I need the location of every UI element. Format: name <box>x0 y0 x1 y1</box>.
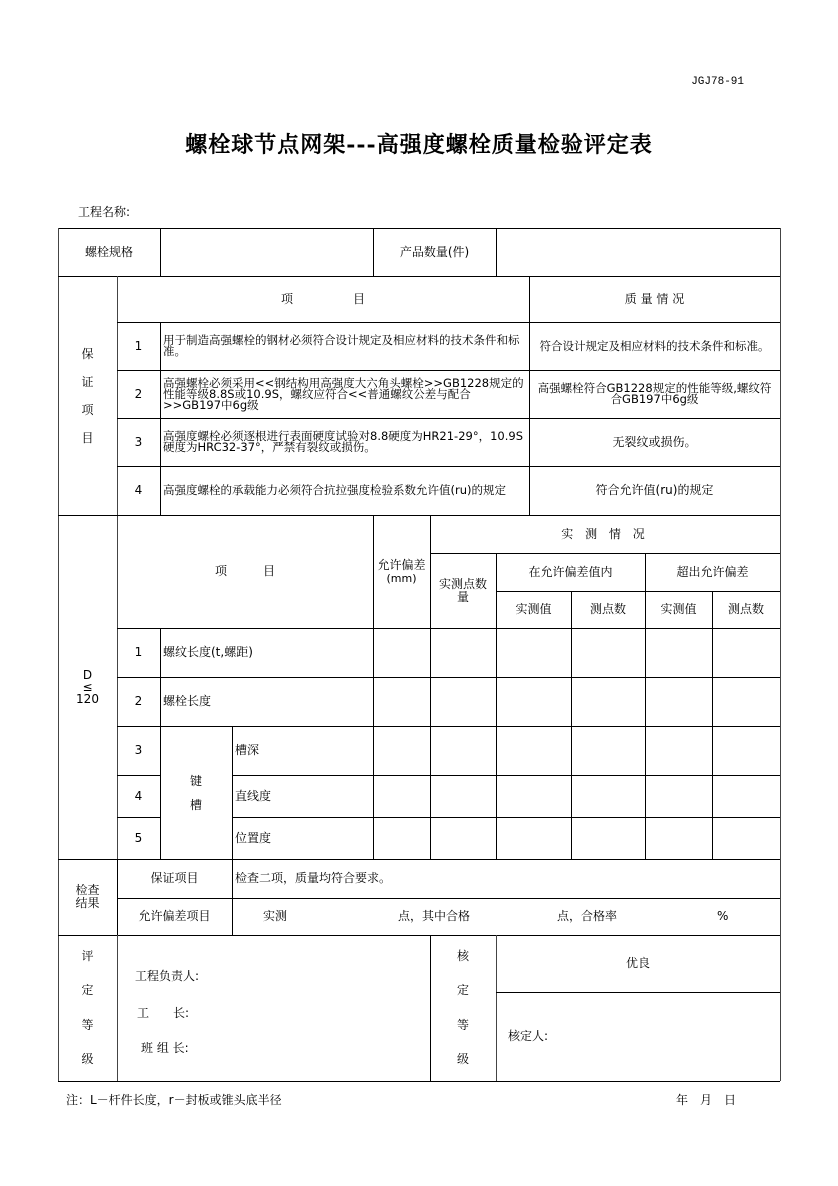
keyway-label <box>160 726 232 859</box>
tolerance-item-text: 直线度 <box>235 788 272 803</box>
verification-label-char: 定 <box>456 983 469 998</box>
page-title: 螺栓球节点网架---高强度螺栓质量检验评定表 <box>185 132 653 158</box>
bolt-spec-value[interactable] <box>160 228 373 276</box>
guarantee-quality-text: 符合设计规定及相应材料的技术条件和标准。 <box>539 338 770 353</box>
allowed-deviation-unit: (mm) <box>386 571 417 585</box>
bolt-spec-label: 螺栓规格 <box>84 244 133 259</box>
row-number: 3 <box>134 743 143 757</box>
result-measured-label: 实测 <box>263 909 288 923</box>
allowed-deviation-label: 允许偏差 <box>377 557 426 572</box>
row-number: 1 <box>134 338 143 353</box>
guarantee-item-text: 用于制造高强螺栓的钢材必须符合设计规定及相应材料的技术条件和标准。 <box>163 333 520 358</box>
evaluation-grade-label <box>58 935 117 1081</box>
guarantee-label-char: 目 <box>81 430 94 445</box>
tolerance-item-text: 槽深 <box>235 743 260 757</box>
row-number: 5 <box>134 830 143 845</box>
beyond-measured-value-header: 实测值 <box>660 602 697 616</box>
verification-label-char: 核 <box>456 948 469 963</box>
result-label-line: 结果 <box>75 896 100 910</box>
keyway-label-char: 键 <box>189 773 202 788</box>
evaluation-label-char: 级 <box>81 1052 94 1067</box>
date-label: 年 月 日 <box>676 1093 737 1107</box>
guarantee-label-char: 保 <box>81 346 94 361</box>
measured-header: 实 测 情 况 <box>561 526 649 541</box>
result-rate-label: 点，合格率 <box>557 909 618 923</box>
row-number: 1 <box>134 645 143 659</box>
beyond-tolerance-header: 超出允许偏差 <box>676 564 749 579</box>
result-label-line: 检查 <box>75 883 100 897</box>
guarantee-item-text: 高强螺栓必须采用<<钢结构用高强度大六角头螺栓>>GB1228规定的性能等级8.8S或10.9S，螺纹应符合<<普通螺纹公差与配合>>GB197中6g级 <box>163 375 524 412</box>
project-name-label: 工程名称: <box>78 205 131 219</box>
guarantee-quality-text: 符合允许值(ru)的规定 <box>595 483 714 497</box>
evaluation-label-char: 等 <box>81 1017 94 1032</box>
tolerance-section-label <box>58 515 117 859</box>
result-tolerance-label: 允许偏差项目 <box>138 909 211 923</box>
within-tolerance-header: 在允许偏差值内 <box>528 564 613 579</box>
footnote: 注：L－杆件长度，r－封板或锥头底半径 <box>66 1093 282 1107</box>
keyway-label-char: 槽 <box>189 797 202 812</box>
guarantee-item-text: 高强度螺栓必须逐根进行表面硬度试验对8.8硬度为HR21-29°，10.9S硬度为HRC32-37°，严禁有裂纹或损伤。 <box>163 429 523 454</box>
tolerance-item-header: 项 目 <box>214 564 275 578</box>
verification-label-char: 级 <box>456 1052 469 1067</box>
tolerance-item-text: 螺纹长度(t,螺距) <box>163 645 253 659</box>
standard-code: JGJ78-91 <box>691 76 744 88</box>
evaluation-label-char: 评 <box>81 948 94 963</box>
guarantee-item-text: 高强度螺栓的承载能力必须符合抗拉强度检验系数允许值(ru)的规定 <box>163 483 506 497</box>
allowed-deviation-header <box>373 515 430 628</box>
project-leader-label: 工程负责人: <box>135 969 200 983</box>
beyond-point-count-header: 测点数 <box>727 602 764 616</box>
result-section-label <box>58 859 117 935</box>
verification-label-char: 等 <box>456 1017 469 1032</box>
result-guarantee-text: 检查二项，质量均符合要求。 <box>235 871 392 885</box>
verification-grade-label <box>430 935 496 1081</box>
row-number: 4 <box>134 483 143 497</box>
guarantee-section-label <box>58 276 117 515</box>
verifier-label: 核定人: <box>508 1029 549 1043</box>
guarantee-quality-text: 高强螺栓符合GB1228规定的性能等级,螺纹符合GB197中6g级 <box>537 381 772 406</box>
tolerance-item-text: 位置度 <box>235 830 272 845</box>
result-percent-sign: % <box>717 909 729 923</box>
tolerance-item-text: 螺栓长度 <box>163 694 212 708</box>
within-measured-value-header: 实测值 <box>515 602 552 616</box>
guarantee-quality-header: 质 量 情 况 <box>624 291 685 306</box>
row-number: 2 <box>134 694 143 708</box>
diameter-label: D <box>82 668 93 682</box>
result-guarantee-label: 保证项目 <box>150 871 199 885</box>
guarantee-label-char: 项 <box>81 402 94 417</box>
within-point-count-header: 测点数 <box>589 602 626 616</box>
product-quantity-label: 产品数量(件) <box>399 244 470 259</box>
row-number: 4 <box>134 788 143 803</box>
guarantee-label-char: 证 <box>81 374 94 389</box>
grade-value: 优良 <box>625 956 650 970</box>
product-quantity-value[interactable] <box>496 228 780 276</box>
result-qualified-label: 点，其中合格 <box>398 909 471 923</box>
row-number: 2 <box>134 386 143 401</box>
guarantee-item-header: 项 目 <box>280 291 365 306</box>
row-number: 3 <box>134 434 143 449</box>
guarantee-quality-text: 无裂纹或损伤。 <box>612 434 697 449</box>
foreman-label: 工 长: <box>137 1006 190 1020</box>
team-leader-label: 班 组 长: <box>141 1041 189 1055</box>
diameter-limit: 120 <box>76 692 99 706</box>
less-equal-sign: ≤ <box>82 680 93 694</box>
measured-count-header: 实测点数量 <box>438 576 487 604</box>
evaluation-label-char: 定 <box>81 983 94 998</box>
